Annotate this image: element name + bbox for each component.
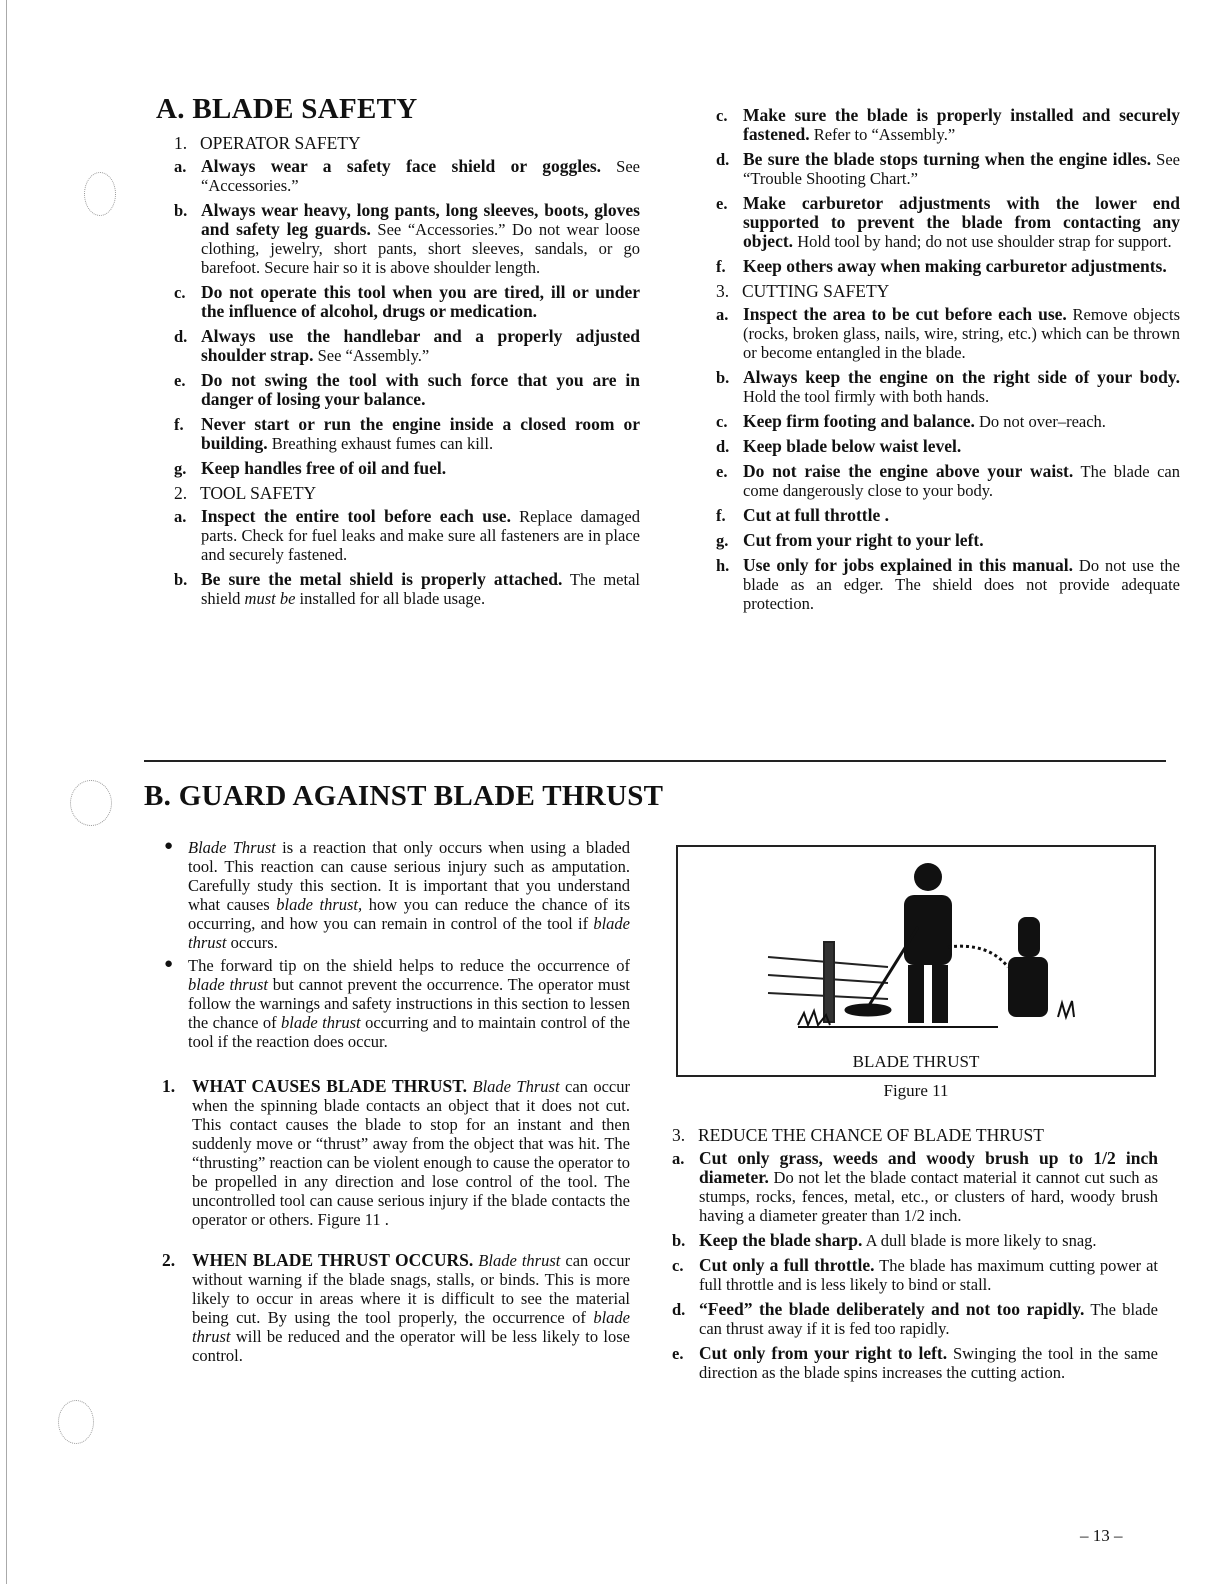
subsection-title: TOOL SAFETY bbox=[200, 483, 317, 503]
section-a-title: A. BLADE SAFETY bbox=[156, 93, 418, 125]
list-item bbox=[174, 415, 640, 453]
item-emphasis: Cut only grass, weeds and woody brush up to 1/2 inch diameter. bbox=[699, 1148, 1158, 1187]
item-label: d. bbox=[174, 327, 188, 346]
section-b-title: B. GUARD AGAINST BLADE THRUST bbox=[144, 780, 664, 812]
binder-hole-mark bbox=[84, 172, 116, 216]
list-item bbox=[716, 437, 1180, 456]
item-text: will be reduced and the operator will be less likely to lose control. bbox=[192, 1327, 630, 1365]
operator-figure bbox=[904, 863, 952, 1023]
item-italic: blade thrust, bbox=[276, 895, 363, 914]
item-text: The blade can thrust away if it is fed too rapidly. bbox=[699, 1300, 1158, 1338]
binder-hole-mark bbox=[70, 780, 112, 826]
item-text: Hold the tool firmly with both hands. bbox=[743, 387, 990, 406]
subsection-title: CUTTING SAFETY bbox=[742, 281, 890, 301]
item-label: c. bbox=[672, 1256, 684, 1275]
item-text: See “Accessories.” Do not wear loose clothing, jewelry, short pants, short sleeves, sandals, or go barefoot. Secure hair so it is above shoulder length. bbox=[201, 220, 640, 277]
item-text: Do not over–reach. bbox=[974, 412, 1106, 431]
list-item bbox=[716, 106, 1180, 144]
list-item bbox=[716, 368, 1180, 406]
subsection-heading bbox=[716, 282, 1180, 301]
figure-blade-thrust bbox=[676, 845, 1156, 1077]
item-label: a. bbox=[174, 507, 187, 526]
item-emphasis: Do not operate this tool when you are tired, ill or under the influence of alcohol, drugs or medication. bbox=[201, 282, 640, 321]
list-item bbox=[174, 157, 640, 195]
item-emphasis: Keep the blade sharp. bbox=[699, 1230, 863, 1250]
item-emphasis: Keep blade below waist level. bbox=[743, 436, 962, 456]
list-item bbox=[174, 283, 640, 321]
item-text: The forward tip on the shield helps to reduce the occurrence of bbox=[188, 956, 630, 975]
spacer bbox=[162, 1055, 630, 1077]
item-emphasis: Make carburetor adjustments with the lower end supported to prevent the blade from contacting any object. bbox=[743, 193, 1180, 251]
item-emphasis: Be sure the metal shield is properly attached. bbox=[201, 569, 563, 589]
list-item bbox=[672, 1344, 1158, 1382]
list-item bbox=[174, 507, 640, 564]
item-emphasis: Never start or run the engine inside a closed room or building. bbox=[201, 414, 640, 453]
item-text: Hold tool by hand; do not use shoulder strap for support. bbox=[793, 232, 1172, 251]
section-b-left-column bbox=[162, 838, 630, 1387]
item-emphasis: Cut only a full throttle. bbox=[699, 1255, 875, 1275]
item-emphasis: Always use the handlebar and a properly adjusted shoulder strap. bbox=[201, 326, 640, 365]
item-text: Remove objects (rocks, broken glass, nails, wire, string, etc.) which can be thrown or become entangled in the blade. bbox=[743, 305, 1180, 362]
item-emphasis: WHAT CAUSES BLADE THRUST. bbox=[192, 1076, 468, 1096]
item-italic: Blade Thrust bbox=[188, 838, 276, 857]
figure-number: Figure 11 bbox=[883, 1081, 949, 1100]
list-item bbox=[716, 462, 1180, 500]
bystander-figure bbox=[1008, 917, 1048, 1017]
figure-caption: BLADE THRUST bbox=[852, 1052, 980, 1071]
item-label: c. bbox=[716, 412, 728, 431]
item-emphasis: Cut from your right to your left. bbox=[743, 530, 984, 550]
item-label: c. bbox=[174, 283, 186, 302]
section-a-left-column bbox=[174, 128, 640, 614]
section-b-right-column bbox=[672, 1120, 1158, 1388]
section-a-right-column bbox=[716, 106, 1180, 619]
item-text: occurs. bbox=[226, 933, 278, 952]
item-label: e. bbox=[672, 1344, 684, 1363]
item-emphasis: Keep handles free of oil and fuel. bbox=[201, 458, 447, 478]
item-text: See “Trouble Shooting Chart.” bbox=[743, 150, 1181, 188]
blade-thrust-illustration bbox=[678, 847, 1154, 1047]
item-label: b. bbox=[174, 570, 188, 589]
item-label: e. bbox=[174, 371, 186, 390]
item-label: g. bbox=[716, 531, 729, 550]
item-text: Replace damaged parts. Check for fuel leaks and make sure all fasteners are in place and securely fastened. bbox=[201, 507, 640, 564]
item-label: f. bbox=[716, 506, 726, 525]
item-emphasis: Do not raise the engine above your waist. bbox=[743, 461, 1074, 481]
list-item bbox=[672, 1231, 1158, 1250]
item-italic: blade thrust bbox=[281, 1013, 361, 1032]
list-item bbox=[174, 570, 640, 608]
numbered-item bbox=[162, 1077, 630, 1229]
item-text: Do not let the blade contact material it cannot cut such as stumps, rocks, fences, metal, etc., or clusters of hard, woody brush having a diameter greater than 1/2 inch. bbox=[699, 1168, 1158, 1225]
list-item bbox=[174, 327, 640, 365]
item-label: b. bbox=[716, 368, 730, 387]
item-text: but cannot prevent the occurrence. The operator must follow the warnings and safety instructions in this section to lessen the chance of bbox=[188, 975, 630, 1032]
item-label: 2. bbox=[162, 1250, 176, 1270]
item-label: b. bbox=[174, 201, 188, 220]
list-item bbox=[174, 201, 640, 277]
item-text: The metal shield bbox=[201, 570, 640, 608]
item-italic: blade thrust bbox=[188, 975, 268, 994]
subsection-title: OPERATOR SAFETY bbox=[200, 133, 361, 153]
subsection-number: 3. bbox=[716, 281, 730, 301]
list-item bbox=[716, 556, 1180, 613]
item-emphasis: Keep firm footing and balance. bbox=[743, 411, 975, 431]
item-italic: Blade Thrust bbox=[472, 1077, 560, 1096]
item-label: f. bbox=[174, 415, 184, 434]
item-label: b. bbox=[672, 1231, 686, 1250]
item-label: 1. bbox=[162, 1076, 176, 1096]
item-label: d. bbox=[716, 150, 730, 169]
item-italic: must be bbox=[244, 589, 296, 608]
item-text: installed for all blade usage. bbox=[295, 589, 486, 608]
subsection-title: REDUCE THE CHANCE OF BLADE THRUST bbox=[698, 1125, 1044, 1145]
item-italic: blade thrust bbox=[192, 1308, 630, 1346]
subsection-heading bbox=[174, 134, 640, 153]
item-label: h. bbox=[716, 556, 730, 575]
item-label: a. bbox=[672, 1149, 685, 1168]
item-label: a. bbox=[716, 305, 729, 324]
item-text: is a reaction that only occurs when using a bladed tool. This reaction can cause serious injury such as amputation. Carefully study this section. It is important that you understand what causes bbox=[188, 838, 631, 914]
subsection-heading bbox=[174, 484, 640, 503]
item-emphasis: Inspect the area to be cut before each use. bbox=[743, 304, 1067, 324]
item-text: Swinging the tool in the same direction as the blade spins increases the cutting action. bbox=[699, 1344, 1158, 1382]
item-emphasis: Cut only from your right to left. bbox=[699, 1343, 948, 1363]
item-label: f. bbox=[716, 257, 726, 276]
item-text: occurring and to maintain control of the tool if the reaction does occur. bbox=[188, 1013, 630, 1051]
list-item bbox=[672, 1256, 1158, 1294]
list-item bbox=[716, 305, 1180, 362]
list-item bbox=[716, 150, 1180, 188]
item-label: c. bbox=[716, 106, 728, 125]
item-text: The blade can come dangerously close to your body. bbox=[743, 462, 1181, 500]
list-item bbox=[716, 506, 1180, 525]
list-item bbox=[716, 412, 1180, 431]
item-label: e. bbox=[716, 462, 728, 481]
list-item bbox=[716, 531, 1180, 550]
item-text: can occur when the spinning blade contacts an object that it does not cut. This contact causes the blade to stop for an instant and then suddenly move or “thrust” away from the object that was hit. The “thrusting” reaction can be violent enough to cause the operator to be propelled in any direction and lose control of the tool. The uncontrolled tool can cause serious injury if the blade contacts the operator or others. Figure 11 . bbox=[192, 1077, 631, 1229]
item-emphasis: Make sure the blade is properly installed and securely fastened. bbox=[743, 105, 1180, 144]
item-emphasis: Inspect the entire tool before each use. bbox=[201, 506, 511, 526]
item-emphasis: Be sure the blade stops turning when the engine idles. bbox=[743, 149, 1152, 169]
item-emphasis: Cut at full throttle . bbox=[743, 505, 889, 525]
list-item bbox=[174, 371, 640, 409]
section-divider bbox=[144, 760, 1166, 762]
bullet-item bbox=[162, 838, 630, 952]
subsection-number: 1. bbox=[174, 133, 188, 153]
bullet-icon: ● bbox=[164, 838, 174, 854]
item-text: See “Accessories.” bbox=[201, 157, 640, 195]
subsection-number: 2. bbox=[174, 483, 188, 503]
item-label: e. bbox=[716, 194, 728, 213]
item-label: a. bbox=[174, 157, 187, 176]
list-item bbox=[174, 459, 640, 478]
list-item bbox=[672, 1149, 1158, 1225]
item-text: See “Assembly.” bbox=[313, 346, 430, 365]
item-text: Refer to “Assembly.” bbox=[809, 125, 956, 144]
item-emphasis: Always wear a safety face shield or goggles. bbox=[201, 156, 602, 176]
list-item bbox=[672, 1300, 1158, 1338]
item-text: A dull blade is more likely to snag. bbox=[862, 1231, 1097, 1250]
item-emphasis: Keep others away when making carburetor adjustments. bbox=[743, 256, 1167, 276]
item-label: d. bbox=[716, 437, 730, 456]
item-text: Breathing exhaust fumes can kill. bbox=[267, 434, 494, 453]
item-text: how you can reduce the chance of its occurring, and how you can remain in control of the tool if bbox=[188, 895, 631, 933]
item-label: g. bbox=[174, 459, 187, 478]
item-text: Do not use the blade as an edger. The shield does not provide adequate protection. bbox=[743, 556, 1181, 613]
item-emphasis: Do not swing the tool with such force that you are in danger of losing your balance. bbox=[201, 370, 640, 409]
list-item bbox=[716, 194, 1180, 251]
item-emphasis: WHEN BLADE THRUST OCCURS. bbox=[192, 1250, 474, 1270]
item-emphasis: Always keep the engine on the right side of your body. bbox=[743, 367, 1180, 387]
item-label: d. bbox=[672, 1300, 686, 1319]
item-emphasis: “Feed” the blade deliberately and not too rapidly. bbox=[699, 1299, 1085, 1319]
scan-edge-line bbox=[6, 0, 7, 1584]
binder-hole-mark bbox=[58, 1400, 94, 1444]
item-text: can occur without warning if the blade snags, stalls, or binds. This is more likely to occur in areas where it is difficult to see the material being cut. By using the tool properly, the occurrence of bbox=[192, 1251, 631, 1327]
numbered-item bbox=[162, 1251, 630, 1365]
list-item bbox=[716, 257, 1180, 276]
item-italic: Blade thrust bbox=[478, 1251, 561, 1270]
item-emphasis: Always wear heavy, long pants, long sleeves, boots, gloves and safety leg guards. bbox=[201, 200, 640, 239]
bullet-icon: ● bbox=[164, 956, 174, 972]
subsection-heading bbox=[672, 1126, 1158, 1145]
page-number: – 13 – bbox=[1080, 1526, 1123, 1545]
subsection-number: 3. bbox=[672, 1125, 686, 1145]
item-emphasis: Use only for jobs explained in this manual. bbox=[743, 555, 1074, 575]
item-italic: blade thrust bbox=[188, 914, 630, 952]
item-text: The blade has maximum cutting power at full throttle and is less likely to bind or stall. bbox=[699, 1256, 1159, 1294]
bullet-item bbox=[162, 956, 630, 1051]
